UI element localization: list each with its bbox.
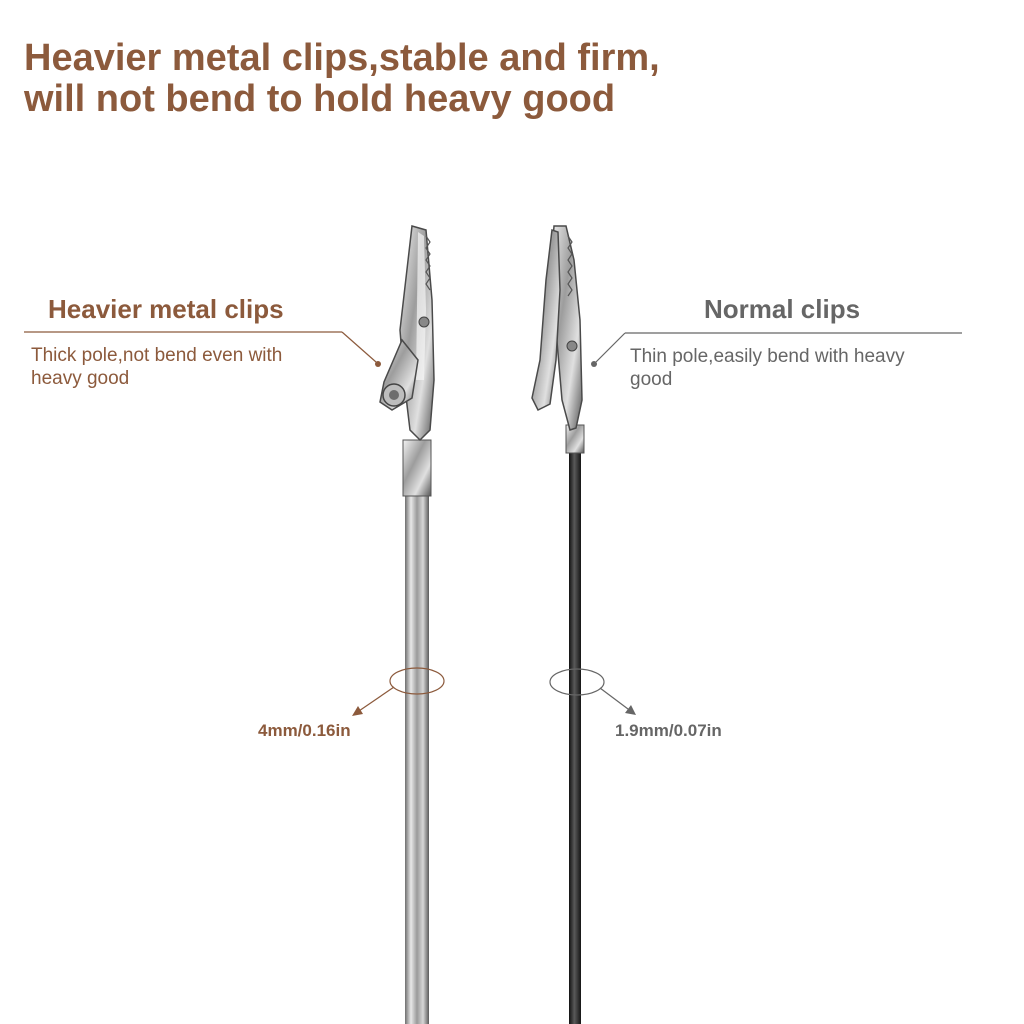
heavy-clips-desc-line-1: Thick pole,not bend even with — [31, 345, 283, 366]
headline-line-1: Heavier metal clips,stable and firm, — [24, 37, 660, 79]
heavy-pole — [403, 440, 431, 1024]
normal-alligator-clip-icon — [532, 226, 582, 430]
headline-line-2: will not bend to hold heavy good — [24, 78, 616, 120]
normal-pole — [566, 425, 584, 1024]
heavy-diameter-marker — [352, 668, 444, 716]
normal-clips-description — [630, 345, 905, 391]
normal-clips-desc-line-2: good — [630, 369, 673, 390]
normal-diameter-marker — [550, 669, 636, 715]
normal-clips-title: Normal clips — [704, 294, 861, 324]
heavy-alligator-clip-icon — [380, 226, 434, 440]
normal-pole-diameter: 1.9mm/0.07in — [615, 721, 722, 740]
heavy-clips-description — [31, 344, 282, 390]
heavy-pole-diameter: 4mm/0.16in — [258, 721, 351, 740]
heavy-clips-title: Heavier metal clips — [48, 294, 284, 324]
heavy-clips-desc-line-2: heavy good — [31, 368, 130, 389]
normal-clips-desc-line-1: Thin pole,easily bend with heavy — [630, 346, 905, 367]
